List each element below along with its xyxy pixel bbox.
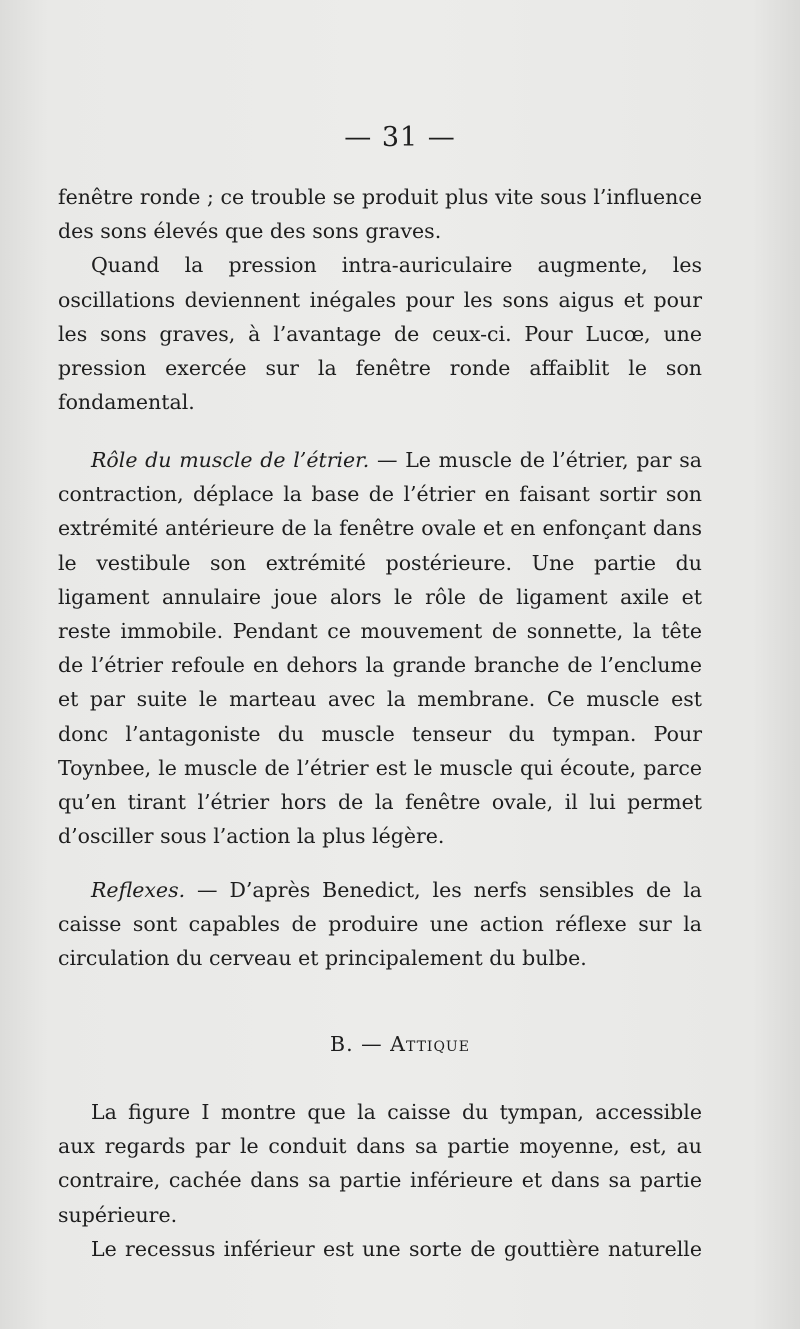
text-block-bottom [58, 1095, 702, 1266]
text-block-top [58, 180, 702, 419]
text-block-muscle [58, 443, 702, 853]
section-prefix: B. — [330, 1032, 391, 1056]
paragraph-body: — D’après Benedict, les nerfs sensibles de la caisse sont capables de produire une action réflexe sur la circulation du cerveau et principalement du bulbe. [58, 878, 702, 971]
paragraph: Le recessus inférieur est une sorte de gouttière naturelle [91, 1236, 702, 1261]
text-block-reflexes [58, 873, 702, 976]
paragraph-reflexes [58, 873, 702, 976]
paragraph-lead-title: Rôle du muscle de l’étrier. [91, 448, 370, 472]
section-title: Attique [390, 1032, 470, 1056]
paragraph: Quand la pression intra-auriculaire augmente, les oscillations deviennent inégales pour les sons aigus et pour les sons graves, à l’avantage de ceux-ci. Pour Lucœ, une pression exercée sur la fenêtre ronde affaiblit le son fondamental. [58, 253, 702, 415]
page-number: — 31 — [344, 122, 456, 153]
paragraph-muscle-etrier [58, 443, 702, 853]
paragraph-lead-title: Reflexes. [91, 878, 186, 902]
section-heading [0, 1032, 800, 1056]
paragraph-body: — Le muscle de l’étrier, par sa contraction, déplace la base de l’étrier en faisant sortir son extrémité antérieure de la fenêtre ovale et en enfonçant dans le vestibule son extrémité postérieure. Une partie du ligament annulaire joue alors le rôle de ligament axile et reste immobile. Pendant ce mouvement de sonnette, la tête de l’étrier refoule en dehors la grande branche de l’enclume et par suite le marteau avec la membrane. Ce muscle est donc l’antagoniste du muscle tenseur du tympan. Pour Toynbee, le muscle de l’étrier est le muscle qui écoute, parce qu’en tirant l’étrier hors de la fenêtre ovale, il lui permet d’osciller sous l’action la plus légère. [58, 448, 702, 849]
paragraph: La figure I montre que la caisse du tympan, accessible aux regards par le conduit dans sa partie moyenne, est, au contraire, cachée dans sa partie inférieure et dans sa partie supérieure. [58, 1100, 702, 1227]
paragraph: fenêtre ronde ; ce trouble se produit plus vite sous l’influence des sons élevés que des sons graves. [58, 185, 702, 244]
